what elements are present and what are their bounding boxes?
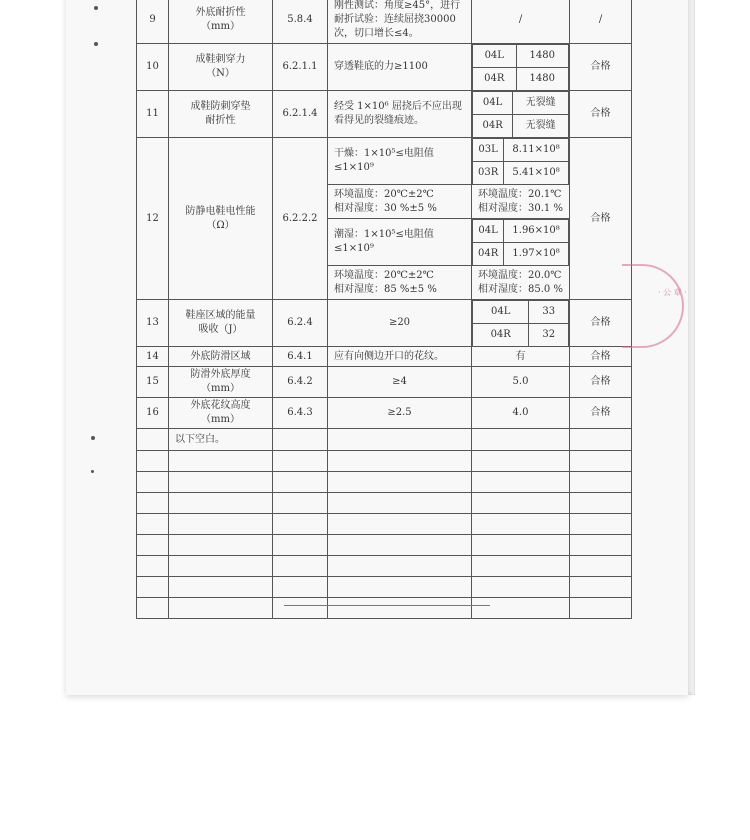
empty-cell (137, 451, 169, 472)
empty-cell (472, 493, 570, 514)
empty-cell (137, 514, 169, 535)
sample-id: 04L (473, 301, 529, 324)
empty-cell (169, 493, 273, 514)
empty-cell (570, 556, 632, 577)
empty-row (137, 598, 632, 619)
sample-result: 32 (529, 324, 569, 347)
test-item: 防滑外底厚度 （mm） (169, 367, 273, 398)
empty-row (137, 472, 632, 493)
table-row (137, 300, 632, 347)
empty-cell (328, 472, 472, 493)
clause-number: 6.4.3 (273, 398, 328, 429)
empty-cell (570, 514, 632, 535)
environment-requirement: 环境温度：20℃±2℃ 相对湿度：85 %±5 % (328, 266, 472, 300)
result-cell (472, 44, 570, 91)
empty-cell (273, 493, 328, 514)
environment-result: 环境温度：20.1℃ 相对湿度：30.1 % (472, 185, 570, 219)
empty-cell (570, 535, 632, 556)
table-row (137, 91, 632, 138)
row-number: 15 (137, 367, 169, 398)
empty-cell (472, 472, 570, 493)
empty-cell (328, 493, 472, 514)
empty-cell (570, 598, 632, 619)
clause-number: 6.2.4 (273, 300, 328, 347)
sample-result: 8.11×10⁸ (504, 139, 569, 162)
test-item: 外底花纹高度 （mm） (169, 398, 273, 429)
result-cell (472, 138, 570, 185)
binding-hole (94, 42, 98, 46)
test-item: 成鞋防刺穿垫 耐折性 (169, 91, 273, 138)
empty-cell (328, 514, 472, 535)
binding-hole (91, 470, 94, 473)
table-row (137, 347, 632, 367)
clause-number: 6.2.2.2 (273, 138, 328, 300)
clause-number: 6.4.1 (273, 347, 328, 367)
empty-cell (137, 429, 169, 451)
row-number: 10 (137, 44, 169, 91)
result-cell (472, 219, 570, 266)
requirement: ≥4 (328, 367, 472, 398)
requirement: 潮湿：1×10⁵≤电阻值≤1×10⁹ (328, 219, 472, 266)
empty-cell (328, 556, 472, 577)
sample-id: 04L (473, 92, 513, 115)
empty-row (137, 556, 632, 577)
empty-cell (570, 429, 632, 451)
sample-id: 03L (473, 139, 504, 162)
result-cell (472, 91, 570, 138)
clause-number: 6.2.1.1 (273, 44, 328, 91)
empty-cell (137, 598, 169, 619)
empty-cell (328, 535, 472, 556)
empty-cell (137, 493, 169, 514)
result-value: 4.0 (472, 398, 570, 429)
row-number: 14 (137, 347, 169, 367)
empty-cell (472, 556, 570, 577)
empty-cell (472, 598, 570, 619)
requirement: 经受 1×10⁶ 屈挠后不应出现看得见的裂缝痕迹。 (328, 91, 472, 138)
conclusion: 合格 (570, 91, 632, 138)
empty-cell (273, 577, 328, 598)
binding-hole (91, 436, 95, 440)
empty-cell (137, 472, 169, 493)
empty-cell (328, 577, 472, 598)
sample-result: 33 (529, 301, 569, 324)
row-number: 13 (137, 300, 169, 347)
blank-note: 以下空白。 (169, 429, 273, 451)
empty-cell (570, 493, 632, 514)
empty-cell (169, 514, 273, 535)
binding-hole (94, 6, 98, 10)
sample-id: 04R (473, 324, 529, 347)
table-row (137, 0, 632, 44)
sample-result: 5.41×10⁸ (504, 162, 569, 185)
row-number: 16 (137, 398, 169, 429)
empty-cell (472, 535, 570, 556)
empty-cell (169, 472, 273, 493)
conclusion: 合格 (570, 398, 632, 429)
requirement: ≥2.5 (328, 398, 472, 429)
empty-cell (328, 598, 472, 619)
empty-cell (169, 556, 273, 577)
sample-result: 无裂缝 (513, 115, 569, 138)
requirement: 应有向侧边开口的花纹。 (328, 347, 472, 367)
empty-cell (169, 598, 273, 619)
empty-cell (472, 577, 570, 598)
sample-result: 1480 (516, 68, 568, 91)
conclusion: 合格 (570, 367, 632, 398)
blank-note-row (137, 429, 632, 451)
empty-cell (273, 598, 328, 619)
empty-cell (137, 535, 169, 556)
result-value: / (472, 0, 570, 44)
empty-cell (472, 451, 570, 472)
empty-cell (273, 451, 328, 472)
empty-cell (273, 429, 328, 451)
requirement: 干燥：1×10⁵≤电阻值≤1×10⁹ (328, 138, 472, 185)
table-row (137, 367, 632, 398)
conclusion: 合格 (570, 347, 632, 367)
empty-row (137, 577, 632, 598)
sample-id: 03R (473, 162, 504, 185)
test-item: 外底防滑区域 (169, 347, 273, 367)
test-item: 鞋座区域的能量 吸收（J） (169, 300, 273, 347)
empty-cell (137, 577, 169, 598)
inspection-table (136, 0, 632, 619)
clause-number: 5.8.4 (273, 0, 328, 44)
row-number: 12 (137, 138, 169, 300)
table-row (137, 44, 632, 91)
sample-id: 04L (473, 45, 517, 68)
empty-row (137, 451, 632, 472)
conclusion: 合格 (570, 138, 632, 300)
sample-id: 04R (473, 243, 504, 266)
empty-cell (273, 514, 328, 535)
empty-cell (169, 451, 273, 472)
sample-result: 1.97×10⁸ (504, 243, 569, 266)
empty-cell (328, 451, 472, 472)
table-row (137, 138, 632, 185)
result-value: 5.0 (472, 367, 570, 398)
empty-cell (570, 577, 632, 598)
test-item: 外底耐折性 （mm） (169, 0, 273, 44)
empty-cell (169, 535, 273, 556)
requirement: ≥20 (328, 300, 472, 347)
conclusion: / (570, 0, 632, 44)
environment-result: 环境温度：20.0℃ 相对湿度：85.0 % (472, 266, 570, 300)
conclusion: 合格 (570, 300, 632, 347)
result-cell (472, 300, 570, 347)
empty-cell (328, 429, 472, 451)
empty-row (137, 493, 632, 514)
clause-number: 6.2.1.4 (273, 91, 328, 138)
test-item: 防静电鞋电性能 （Ω） (169, 138, 273, 300)
seal-text: · 公 章 · (658, 288, 687, 297)
sample-id: 04R (473, 115, 513, 138)
clause-number: 6.4.2 (273, 367, 328, 398)
row-number: 11 (137, 91, 169, 138)
sample-result: 1.96×10⁸ (504, 220, 569, 243)
empty-row (137, 535, 632, 556)
empty-row (137, 514, 632, 535)
empty-cell (137, 556, 169, 577)
sample-id: 04R (473, 68, 517, 91)
empty-cell (273, 535, 328, 556)
requirement: 穿透鞋底的力≥1100 (328, 44, 472, 91)
environment-requirement: 环境温度：20℃±2℃ 相对湿度：30 %±5 % (328, 185, 472, 219)
row-number: 9 (137, 0, 169, 44)
conclusion: 合格 (570, 44, 632, 91)
empty-cell (472, 429, 570, 451)
table-row (137, 398, 632, 429)
sample-id: 04L (473, 220, 504, 243)
empty-cell (169, 577, 273, 598)
empty-cell (472, 514, 570, 535)
test-item: 成鞋刺穿力 （N） (169, 44, 273, 91)
result-value: 有 (472, 347, 570, 367)
footer-rule (284, 605, 490, 606)
requirement: 刚性测试：角度≥45°，进行耐折试验：连续屈挠30000次，切口增长≤4。 (328, 0, 472, 44)
sample-result: 1480 (516, 45, 568, 68)
empty-cell (273, 472, 328, 493)
empty-cell (570, 451, 632, 472)
sample-result: 无裂缝 (513, 92, 569, 115)
empty-cell (273, 556, 328, 577)
empty-cell (570, 472, 632, 493)
